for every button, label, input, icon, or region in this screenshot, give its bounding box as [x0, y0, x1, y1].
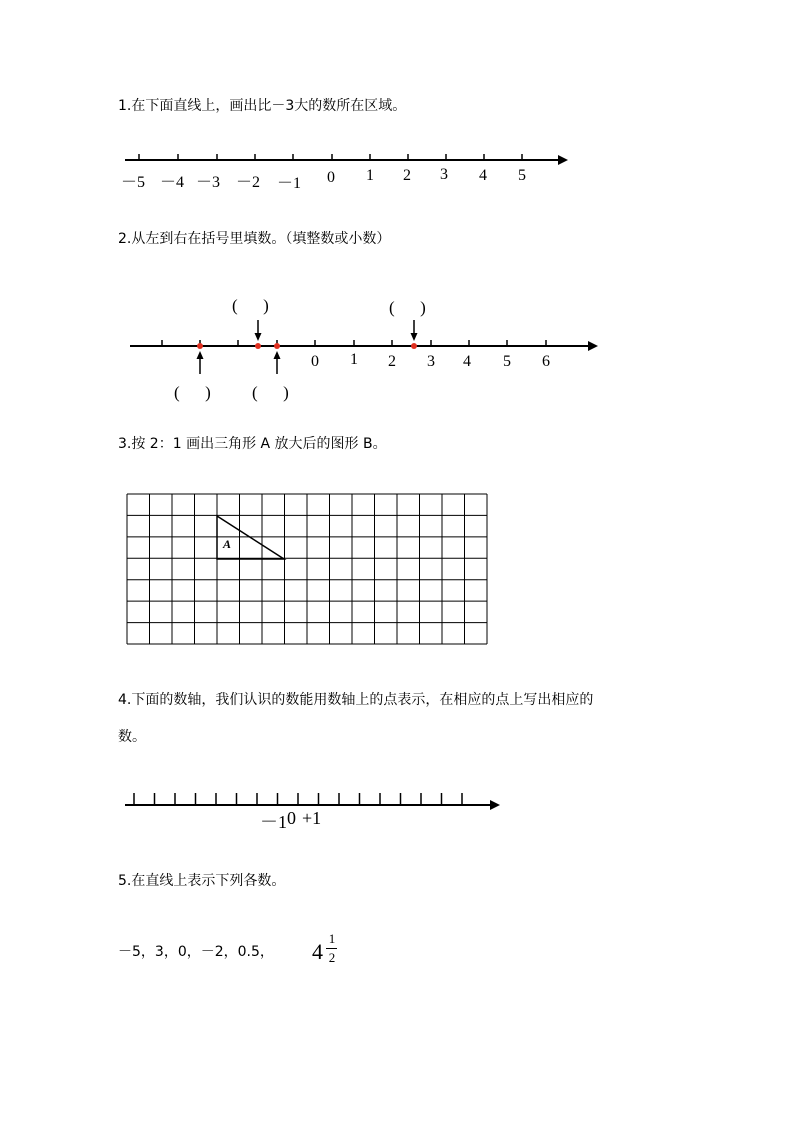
q2-label: 4	[463, 353, 471, 370]
q2-label: 1	[350, 351, 358, 368]
question-5-text: 5.在直线上表示下列各数。	[118, 873, 286, 889]
q1-label: －1	[277, 175, 302, 192]
q1-label: －2	[236, 174, 261, 191]
question-2-text: 2.从左到右在括号里填数。（填整数或小数）	[118, 231, 391, 247]
q2-label: 2	[388, 353, 396, 370]
question-4-text-line2: 数。	[118, 729, 146, 745]
q4-axis-arrow	[490, 800, 500, 810]
question-3-text: 3.按 2：1 画出三角形 A 放大后的图形 B。	[118, 436, 387, 452]
q4-label: +1	[302, 808, 322, 828]
q1-label: －4	[160, 174, 185, 191]
q2-answer-blank[interactable]: ( )	[232, 296, 269, 315]
q2-label: 5	[503, 353, 511, 370]
q2-answer-blank[interactable]: ( )	[389, 298, 426, 317]
q5-fraction-bar	[326, 948, 337, 949]
q4-label: 0	[287, 808, 296, 828]
triangle-a-label: A	[223, 537, 232, 551]
q2-answer-blank[interactable]: ( )	[252, 383, 289, 402]
q1-label: 4	[479, 167, 487, 184]
q5-mixed-whole: 4	[312, 939, 323, 964]
q2-answer-blank[interactable]: ( )	[174, 383, 211, 402]
q1-label: －3	[196, 174, 221, 191]
question-1-text: 1.在下面直线上，画出比－3大的数所在区域。	[118, 98, 407, 114]
q1-label: 2	[403, 167, 411, 184]
q1-label: 3	[440, 166, 448, 183]
question-4-text-line1: 4.下面的数轴，我们认识的数能用数轴上的点表示，在相应的点上写出相应的	[118, 692, 594, 708]
q1-label: －5	[121, 174, 146, 191]
q5-number-list: －5，3，0，－2，0.5，	[118, 944, 274, 960]
q2-label: 6	[542, 353, 550, 370]
q5-mixed-numerator: 1	[328, 931, 336, 946]
q2-label: 0	[311, 353, 319, 370]
q2-label: 3	[427, 353, 435, 370]
q4-label: －1	[260, 812, 287, 832]
q1-label: 0	[327, 169, 335, 186]
q5-mixed-denominator: 2	[328, 950, 336, 965]
q1-label: 1	[366, 167, 374, 184]
q1-label: 5	[518, 167, 526, 184]
